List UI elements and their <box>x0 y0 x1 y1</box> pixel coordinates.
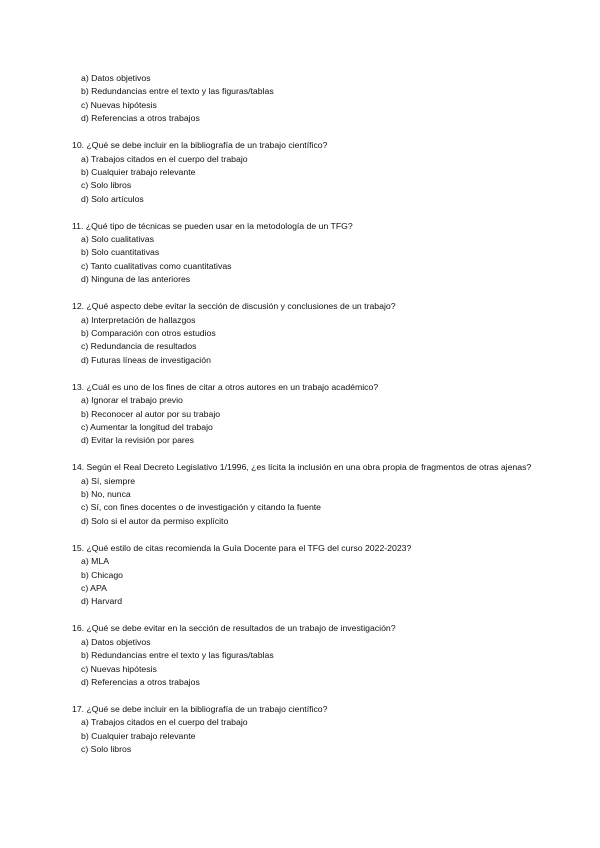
option-list <box>72 475 532 529</box>
question-block-17 <box>72 703 532 757</box>
option-a: a) Trabajos citados en el cuerpo del trabajo <box>81 717 248 728</box>
option-list <box>72 314 532 368</box>
question-text: 13. ¿Cuál es uno de los fines de citar a otros autores en un trabajo académico? <box>72 381 379 392</box>
option-c: c) Sí, con fines docentes o de investigación y citando la fuente <box>81 502 322 513</box>
question-text: 15. ¿Qué estilo de citas recomienda la Guía Docente para el TFG del curso 2022-2023? <box>72 542 412 553</box>
option-b: b) Chicago <box>81 569 124 580</box>
option-list <box>72 153 532 207</box>
option-b: b) Redundancias entre el texto y las figuras/tablas <box>81 86 274 97</box>
option-b: b) Comparación con otros estudios <box>81 328 216 338</box>
question-text: 12. ¿Qué aspecto debe evitar la sección de discusión y conclusiones de un trabajo? <box>72 301 396 312</box>
question-text: 16. ¿Qué se debe evitar en la sección de resultados de un trabajo de investigación? <box>72 623 396 634</box>
option-d: d) Referencias a otros trabajos <box>81 676 200 687</box>
option-d: d) Harvard <box>81 596 123 607</box>
question-text: 11. ¿Qué tipo de técnicas se pueden usar en la metodología de un TFG? <box>72 220 353 231</box>
option-c: c) Tanto cualitativas como cuantitativas <box>81 260 232 271</box>
option-d: d) Futuras líneas de investigación <box>81 354 211 365</box>
option-b: b) No, nunca <box>81 489 131 500</box>
option-c: c) Solo libros <box>81 180 132 191</box>
question-block-16 <box>72 622 532 689</box>
document-page <box>72 72 532 770</box>
option-a: a) Solo cualitativas <box>81 234 154 245</box>
question-block-13 <box>72 381 532 448</box>
question-text: 10. ¿Qué se debe incluir en la bibliografía de un trabajo científico? <box>72 140 328 151</box>
question-text: 17. ¿Qué se debe incluir en la bibliografía de un trabajo científico? <box>72 703 328 714</box>
option-d: d) Ninguna de las anteriores <box>81 274 191 285</box>
option-a: a) Sí, siempre <box>81 475 136 486</box>
question-block-10 <box>72 139 532 206</box>
option-c: c) Nuevas hipótesis <box>81 663 157 674</box>
option-d: d) Referencias a otros trabajos <box>81 113 200 124</box>
option-list <box>72 636 532 690</box>
question-block-15 <box>72 542 532 609</box>
option-c: c) Redundancia de resultados <box>81 341 197 352</box>
option-b: b) Redundancias entre el texto y las figuras/tablas <box>81 650 274 661</box>
option-list <box>72 233 532 287</box>
option-a: a) MLA <box>81 556 110 567</box>
option-b: b) Solo cuantitativas <box>81 247 160 258</box>
option-list <box>72 394 532 448</box>
option-b: b) Reconocer al autor por su trabajo <box>81 408 221 419</box>
option-a: a) Ignorar el trabajo previo <box>81 395 183 406</box>
option-d: d) Solo si el autor da permiso explícito <box>81 515 229 526</box>
question-block-11 <box>72 220 532 287</box>
option-d: d) Solo artículos <box>81 193 144 204</box>
option-a: a) Interpretación de hallazgos <box>81 314 196 325</box>
option-a: a) Trabajos citados en el cuerpo del trabajo <box>81 153 248 164</box>
option-list <box>72 555 532 609</box>
option-a: a) Datos objetivos <box>81 73 151 83</box>
question-block-12 <box>72 300 532 367</box>
option-list <box>72 716 532 756</box>
option-a: a) Datos objetivos <box>81 636 151 647</box>
question-block-14 <box>72 461 532 528</box>
option-d: d) Evitar la revisión por pares <box>81 435 194 446</box>
option-b: b) Cualquier trabajo relevante <box>81 166 196 177</box>
question-block-9 <box>72 72 532 126</box>
option-c: c) Aumentar la longitud del trabajo <box>81 421 213 432</box>
option-list <box>72 72 532 126</box>
option-b: b) Cualquier trabajo relevante <box>81 730 196 741</box>
option-c: c) APA <box>81 583 107 593</box>
option-c: c) Nuevas hipótesis <box>81 99 157 110</box>
option-c: c) Solo libros <box>81 744 132 755</box>
question-text: 14. Según el Real Decreto Legislativo 1/1996, ¿es lícita la inclusión en una obra propia de fragmentos de otras ajenas? <box>72 462 532 473</box>
